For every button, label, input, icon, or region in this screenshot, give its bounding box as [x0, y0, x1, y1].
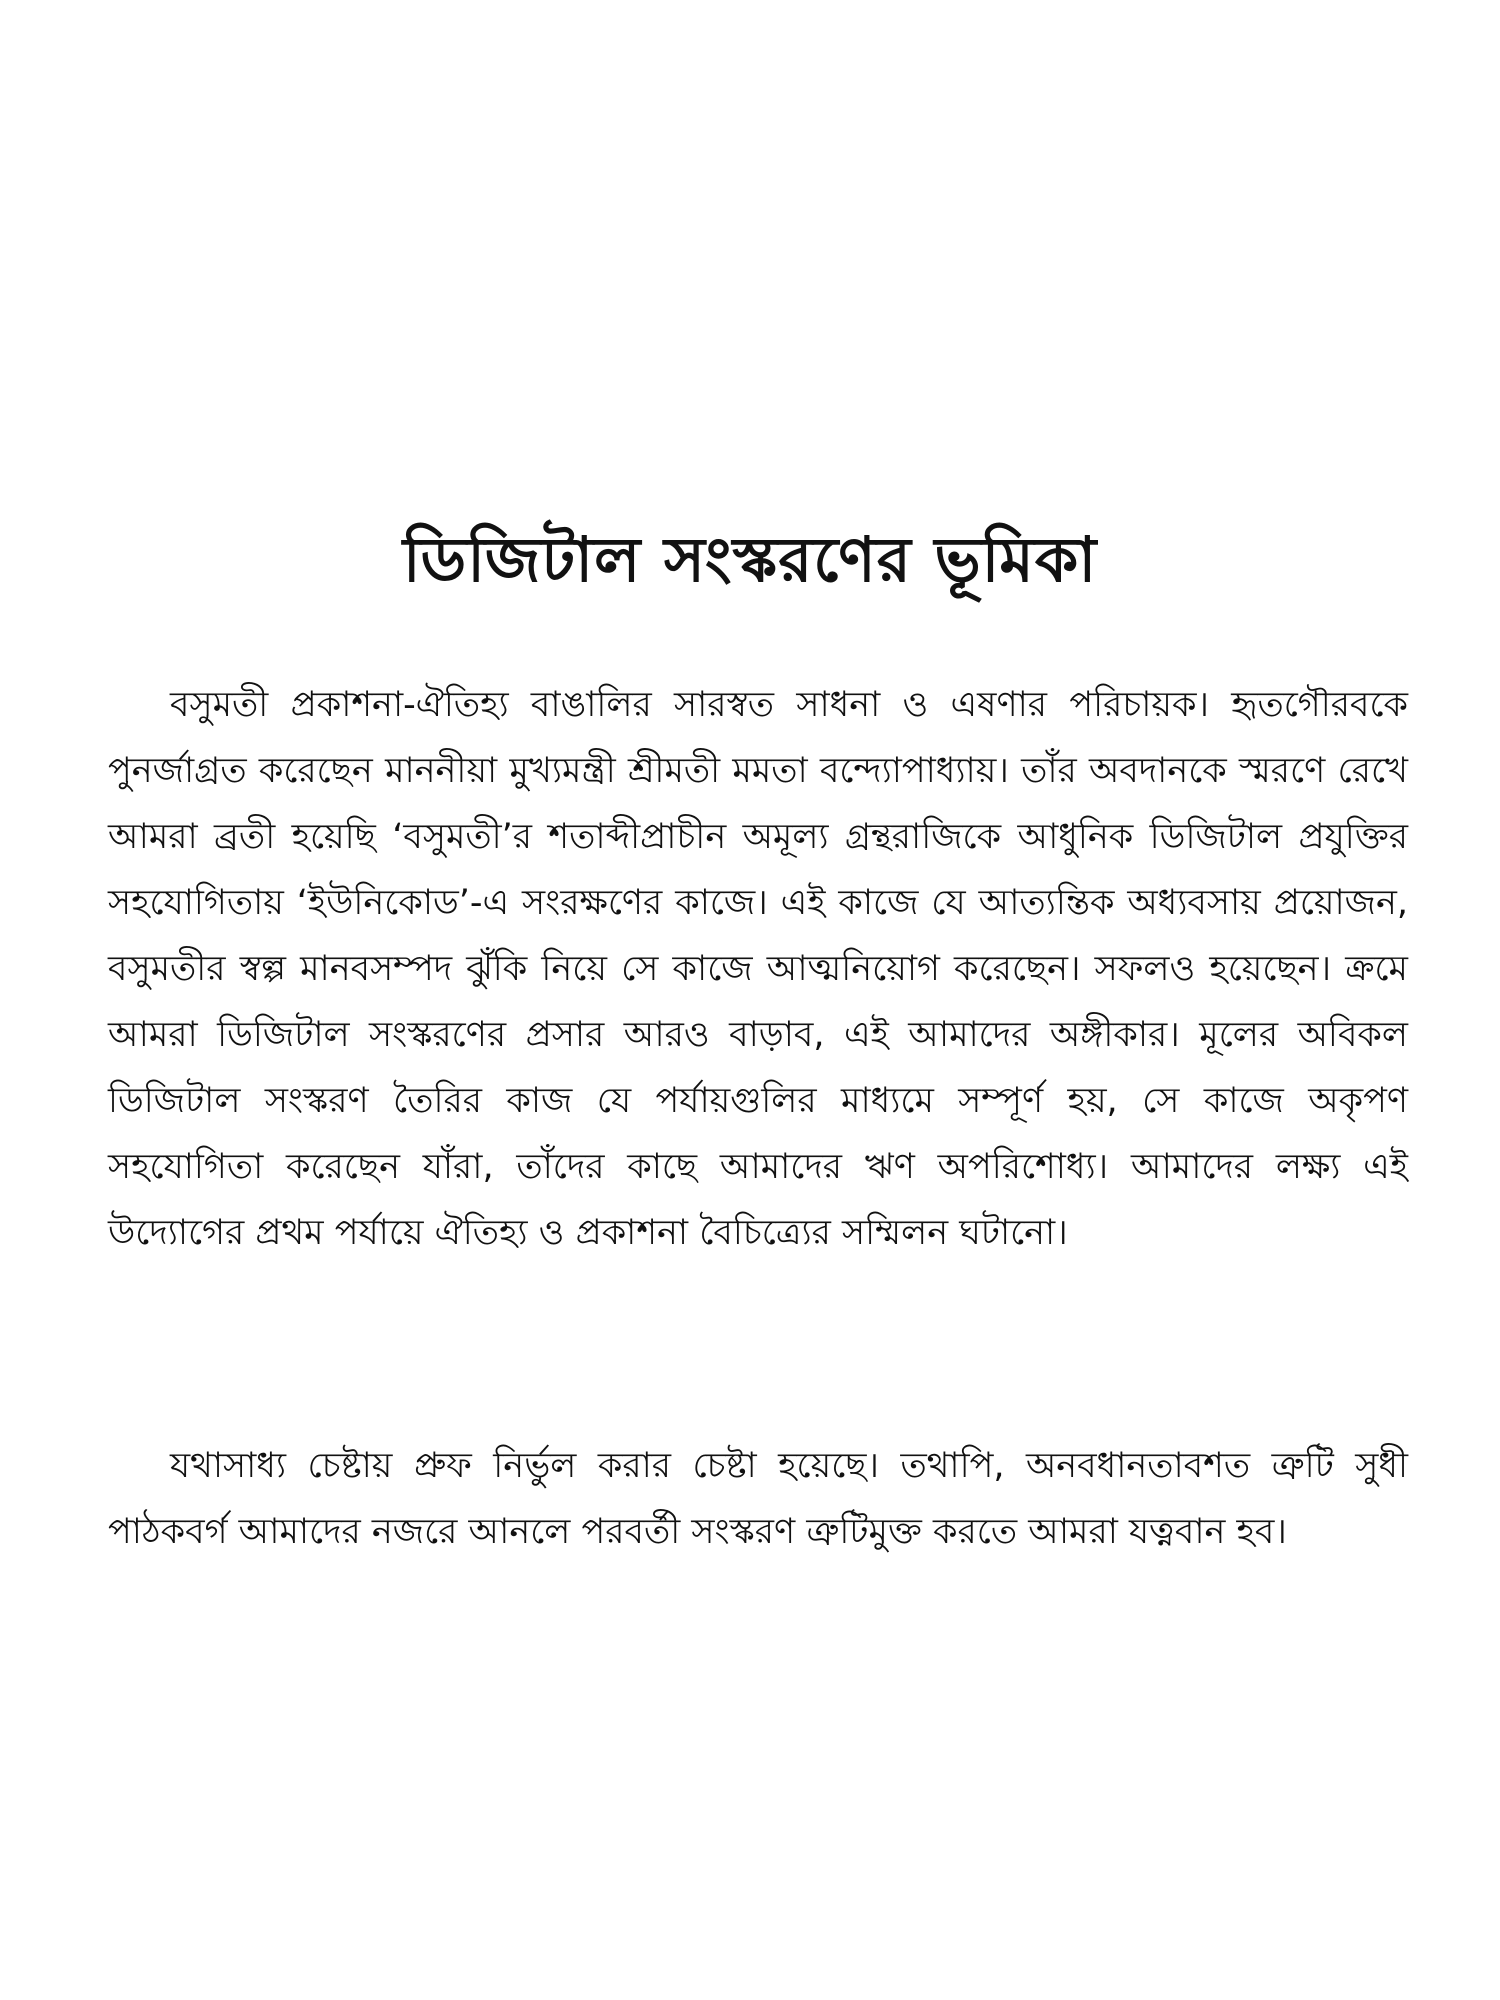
body-paragraph: যথাসাধ্য চেষ্টায় প্রুফ নির্ভুল করার চেষ্টা হয়েছে। তথাপি, অনবধানতাবশত ত্রুটি সুধী পাঠকবর্গ আমাদের নজরে আনলে পরবর্তী সংস্করণ ত্রুটিমুক্ত করতে আমরা যত্নবান হব। [108, 1446, 1408, 1552]
page-title: ডিজিটাল সংস্করণের ভূমিকা [402, 523, 1098, 596]
body-paragraph: বসুমতী প্রকাশনা-ঐতিহ্য বাঙালির সারস্বত সাধনা ও এষণার পরিচায়ক। হৃতগৌরবকে পুনর্জাগ্রত করেছেন মাননীয়া মুখ্যমন্ত্রী শ্রীমতী মমতা বন্দ্যোপাধ্যায়। তাঁর অবদানকে স্মরণে রেখে আমরা ব্রতী হয়েছি ‘বসুমতী’র শতাব্দীপ্রাচীন অমূল্য গ্রন্থরাজিকে আধুনিক ডিজিটাল প্রযুক্তির সহযোগিতায় ‘ইউনিকোড’-এ সংরক্ষণের কাজে। এই কাজে যে আত্যন্তিক অধ্যবসায় প্রয়োজন, বসুমতীর স্বল্প মানবসম্পদ ঝুঁকি নিয়ে সে কাজে আত্মনিয়োগ করেছেন। সফলও হয়েছেন। ক্রমে আমরা ডিজিটাল সংস্করণের প্রসার আরও বাড়াব, এই আমাদের অঙ্গীকার। মূলের অবিকল ডিজিটাল সংস্করণ তৈরির কাজ যে পর্যায়গুলির মাধ্যমে সম্পূর্ণ হয়, সে কাজে অকৃপণ সহযোগিতা করেছেন যাঁরা, তাঁদের কাছে আমাদের ঋণ অপরিশোধ্য। আমাদের লক্ষ্য এই উদ্যোগের প্রথম পর্যায়ে ঐতিহ্য ও প্রকাশনা বৈচিত্র্যের সম্মিলন ঘটানো। [108, 685, 1408, 1253]
